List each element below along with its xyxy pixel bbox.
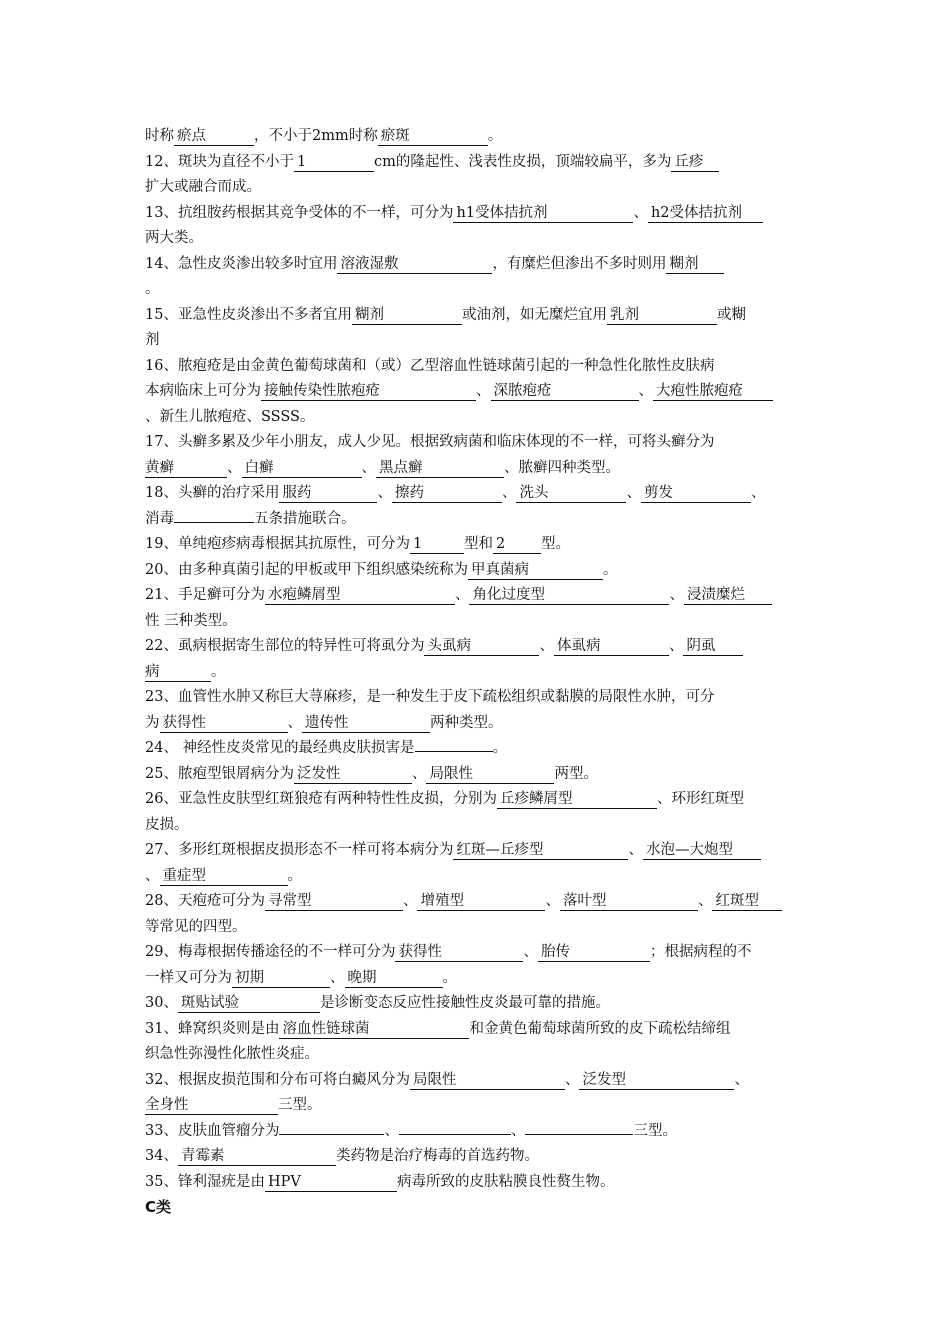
- line-text: 。: [492, 740, 508, 756]
- text-line: [145, 864, 810, 890]
- text-line: [145, 124, 810, 150]
- text-line: [145, 1068, 810, 1094]
- answer-blank: 红斑型: [712, 892, 782, 911]
- text-line: [145, 1093, 810, 1119]
- answer-blank: 糊剂: [352, 306, 462, 325]
- line-text: 消毒: [145, 510, 174, 527]
- text-line: [145, 277, 810, 303]
- line-text: 为: [145, 714, 160, 731]
- answer-blank: 头虱病: [424, 637, 539, 656]
- answer-blank: 接触传染性脓疱疮: [261, 382, 476, 401]
- line-text: 剂: [145, 332, 160, 348]
- line-text: 扩大或融合而成。: [145, 179, 261, 195]
- line-text: 。: [287, 867, 302, 884]
- answer-blank: 大疱性脓疱疮: [653, 382, 773, 401]
- text-line: [145, 532, 810, 558]
- answer-blank: 2: [493, 535, 541, 554]
- text-line: [145, 1170, 810, 1196]
- line-text: 21、手足癣可分为: [145, 587, 265, 603]
- section-heading: C类: [145, 1198, 172, 1216]
- text-line: [145, 634, 810, 660]
- line-text: 28、天疱疮可分为: [145, 893, 265, 909]
- line-text: 、: [501, 485, 517, 501]
- line-text: 、脓癣四种类型。: [504, 459, 620, 476]
- answer-blank: h1受体拮抗剂: [453, 204, 633, 223]
- answer-blank: HPV: [265, 1173, 397, 1192]
- text-line: [145, 150, 810, 176]
- text-line: [145, 1017, 810, 1043]
- line-text: 14、急性皮炎渗出较多时宜用: [145, 255, 338, 272]
- line-text: 一样又可分为: [145, 969, 232, 986]
- text-line: [145, 966, 810, 992]
- line-text: 30、: [145, 995, 178, 1011]
- answer-blank: 黑点癣: [376, 459, 504, 478]
- line-text: 。: [145, 281, 160, 297]
- answer-blank: 获得性: [395, 943, 523, 962]
- answer-blank: 泛发性: [294, 765, 412, 784]
- line-text: 等常见的四型。: [145, 918, 247, 935]
- line-text: 皮损。: [145, 816, 189, 833]
- line-text: 32、根据皮损范围和分布可将白癜风分为: [145, 1071, 410, 1088]
- line-text: 、: [454, 587, 470, 603]
- answer-blank: 体虱病: [554, 637, 669, 656]
- line-text: 、: [287, 714, 302, 731]
- line-text: 、: [402, 893, 418, 909]
- text-line: [145, 226, 810, 252]
- line-text: 两大类。: [145, 230, 203, 246]
- answer-blank: [174, 522, 254, 523]
- line-text: 。: [487, 128, 503, 144]
- text-line: [145, 660, 810, 686]
- line-text: 12、斑块为直径不小于: [145, 153, 294, 170]
- line-text: ，有糜烂但渗出不多时则用: [492, 255, 667, 272]
- line-text: 16、脓疱疮是由金黄色葡萄球菌和（或）乙型溶血性链球菌引起的一种急性化脓性皮肤病: [145, 357, 715, 374]
- text-line: [145, 787, 810, 813]
- line-text: 本病临床上可分为: [145, 383, 261, 399]
- answer-blank: 阴虱: [683, 637, 743, 656]
- answer-blank: 擦药: [392, 484, 502, 503]
- answer-blank: [525, 1134, 633, 1135]
- line-text: 和金黄色葡萄球菌所致的皮下疏松结缔组: [469, 1020, 731, 1037]
- text-line: [145, 328, 810, 354]
- line-text: 、: [377, 485, 392, 501]
- answer-blank: 青霉素: [178, 1147, 336, 1166]
- line-text: 、: [668, 638, 684, 654]
- answer-blank: 溶血性链球菌: [279, 1020, 469, 1039]
- answer-blank: h2受体拮抗剂: [648, 204, 763, 223]
- line-text: 五条措施联合。: [254, 510, 356, 527]
- line-text: 、: [750, 485, 766, 501]
- text-line: [145, 940, 810, 966]
- answer-blank: 胎传: [538, 943, 650, 962]
- line-text: 、: [145, 867, 160, 884]
- line-text: 两型。: [554, 765, 598, 782]
- line-text: 、: [384, 1122, 399, 1139]
- line-text: 三型。: [633, 1122, 677, 1139]
- line-text: 、: [734, 1071, 749, 1088]
- line-text: 、环形红斑型: [656, 791, 744, 807]
- line-text: 型。: [540, 536, 570, 552]
- line-text: 、新生儿脓疱疮、SSSS。: [145, 408, 315, 425]
- answer-blank: 丘疹鳞屑型: [497, 790, 657, 809]
- question-list: [145, 124, 810, 1195]
- answer-blank: 剪发: [641, 484, 751, 503]
- line-text: 、: [638, 383, 653, 399]
- line-text: 是诊断变态反应性接触性皮炎最可靠的措施。: [319, 995, 610, 1011]
- line-text: 35、锋利湿疣是由: [145, 1173, 265, 1190]
- line-text: 17、头癣多累及少年小朋友，成人少见。根据致病菌和临床体现的不一样，可将头癣分为: [145, 434, 715, 450]
- line-text: 、: [411, 765, 427, 782]
- answer-blank: [415, 751, 493, 752]
- answer-blank: 局限性: [426, 765, 554, 784]
- answer-blank: 全身性: [145, 1096, 278, 1115]
- text-line: [145, 175, 810, 201]
- text-line: [145, 1144, 810, 1170]
- text-line: [145, 252, 810, 278]
- line-text: 或油剂，如无糜烂宜用: [461, 306, 607, 323]
- answer-blank: 水疱鳞屑型: [265, 586, 455, 605]
- text-line: [145, 201, 810, 227]
- line-text: cm的隆起性、浅表性皮损，顶端较扁平，多为: [373, 153, 672, 170]
- text-line: [145, 354, 810, 380]
- answer-blank: 溶液湿敷: [337, 255, 492, 274]
- answer-blank: 甲真菌病: [468, 561, 603, 580]
- text-line: [145, 303, 810, 329]
- answer-blank: 初期: [232, 969, 330, 988]
- text-line: [145, 430, 810, 456]
- line-text: 或糊: [716, 306, 746, 323]
- answer-blank: 斑贴试验: [178, 994, 320, 1013]
- line-text: 18、头癣的治疗采用: [145, 485, 280, 501]
- line-text: 。: [602, 561, 618, 578]
- line-text: 27、多形红斑根据皮损形态不一样可将本病分为: [145, 842, 454, 858]
- line-text: 、: [697, 893, 713, 909]
- text-line: [145, 685, 810, 711]
- text-line: [145, 991, 810, 1017]
- line-text: 31、蜂窝织炎则是由: [145, 1020, 280, 1037]
- line-text: 、: [361, 459, 376, 476]
- answer-blank: 晚期: [345, 969, 443, 988]
- answer-blank: 乳剂: [607, 306, 717, 325]
- text-line: [145, 838, 810, 864]
- line-text: 时称: [145, 128, 174, 144]
- answer-blank: 寻常型: [265, 892, 403, 911]
- line-text: 22、虱病根据寄生部位的特异性可将虱分为: [145, 638, 425, 654]
- text-line: [145, 1119, 810, 1145]
- text-line: [145, 711, 810, 737]
- text-line: [145, 507, 810, 533]
- answer-blank: 黄癣: [145, 459, 227, 478]
- line-text: 20、由多种真菌引起的甲板或甲下组织感染统称为: [145, 561, 468, 578]
- line-text: 15、亚急性皮炎渗出不多者宜用: [145, 306, 352, 323]
- line-text: 三型。: [278, 1097, 322, 1113]
- line-text: 。: [442, 969, 457, 986]
- line-text: 两种类型。: [430, 714, 503, 731]
- answer-blank: 1: [294, 153, 374, 172]
- answer-blank: 白癣: [242, 459, 362, 478]
- text-line: [145, 456, 810, 482]
- line-text: 、: [545, 893, 560, 909]
- line-text: 类药物是治疗梅毒的首选药物。: [335, 1148, 539, 1164]
- answer-blank: 获得性: [160, 714, 288, 733]
- answer-blank: 洗头: [516, 484, 626, 503]
- line-text: 、: [633, 204, 648, 221]
- text-line: [145, 379, 810, 405]
- answer-blank: 泛发型: [579, 1071, 734, 1090]
- line-text: 、: [628, 842, 643, 858]
- line-text: ；根据病程的不: [649, 944, 752, 960]
- answer-blank: [279, 1134, 384, 1135]
- text-line: [145, 609, 810, 635]
- answer-blank: [399, 1134, 511, 1135]
- line-text: 、: [626, 485, 641, 501]
- line-text: ，不小于2mm时称: [254, 128, 378, 144]
- answer-blank: 落叶型: [560, 892, 698, 911]
- line-text: 型和: [463, 536, 493, 552]
- line-text: 23、血管性水肿又称巨大荨麻疹，是一种发生于皮下疏松组织或黏膜的局限性水肿，可分: [145, 689, 715, 705]
- line-text: 。: [211, 663, 226, 680]
- line-text: 19、单纯疱疹病毒根据其抗原性，可分为: [145, 536, 410, 552]
- line-text: 25、脓疱型银屑病分为: [145, 765, 294, 782]
- line-text: 、: [330, 969, 345, 986]
- answer-blank: 糊剂: [666, 255, 724, 274]
- line-text: 、: [539, 638, 554, 654]
- line-text: 24、 神经性皮炎常见的最经典皮肤损害是: [145, 740, 415, 756]
- text-line: [145, 813, 810, 839]
- text-line: [145, 1042, 810, 1068]
- text-line: [145, 889, 810, 915]
- line-text: 34、: [145, 1148, 178, 1164]
- text-line: [145, 405, 810, 431]
- line-text: 、: [227, 459, 242, 476]
- answer-blank: 瘀点: [174, 127, 254, 146]
- line-text: 33、皮肤血管瘤分为: [145, 1122, 280, 1139]
- line-text: 26、亚急性皮肤型红斑狼疮有两种特性性皮损，分别为: [145, 791, 497, 807]
- answer-blank: 重症型: [160, 867, 288, 886]
- line-text: 病毒所致的皮肤粘膜良性赘生物。: [396, 1173, 615, 1190]
- text-line: [145, 736, 810, 762]
- text-line: [145, 558, 810, 584]
- text-line: [145, 583, 810, 609]
- answer-blank: 角化过度型: [469, 586, 669, 605]
- answer-blank: 红斑—丘疹型: [453, 841, 628, 860]
- line-text: 29、梅毒根据传播途径的不一样可分为: [145, 944, 396, 960]
- line-text: 性 三种类型。: [145, 612, 237, 629]
- answer-blank: 丘疹: [671, 153, 719, 172]
- answer-blank: 增殖型: [417, 892, 545, 911]
- answer-blank: 遗传性: [302, 714, 430, 733]
- text-line: [145, 481, 810, 507]
- answer-blank: 深脓疱疮: [491, 382, 639, 401]
- answer-blank: 浸渍糜烂: [684, 586, 772, 605]
- line-text: 、: [510, 1122, 526, 1139]
- answer-blank: 病: [145, 663, 211, 682]
- answer-blank: 水泡—大炮型: [643, 841, 761, 860]
- line-text: 、: [564, 1071, 580, 1088]
- line-text: 、: [523, 944, 538, 960]
- answer-blank: 1: [410, 535, 464, 554]
- answer-blank: 瘀斑: [378, 127, 488, 146]
- line-text: 、: [476, 383, 491, 399]
- line-text: 、: [669, 587, 684, 603]
- text-line: [145, 762, 810, 788]
- line-text: 13、抗组胺药根据其竞争受体的不一样，可分为: [145, 204, 454, 221]
- answer-blank: 局限性: [410, 1071, 565, 1090]
- answer-blank: 服药: [279, 484, 377, 503]
- line-text: 织急性弥漫性化脓性炎症。: [145, 1046, 319, 1062]
- text-line: [145, 915, 810, 941]
